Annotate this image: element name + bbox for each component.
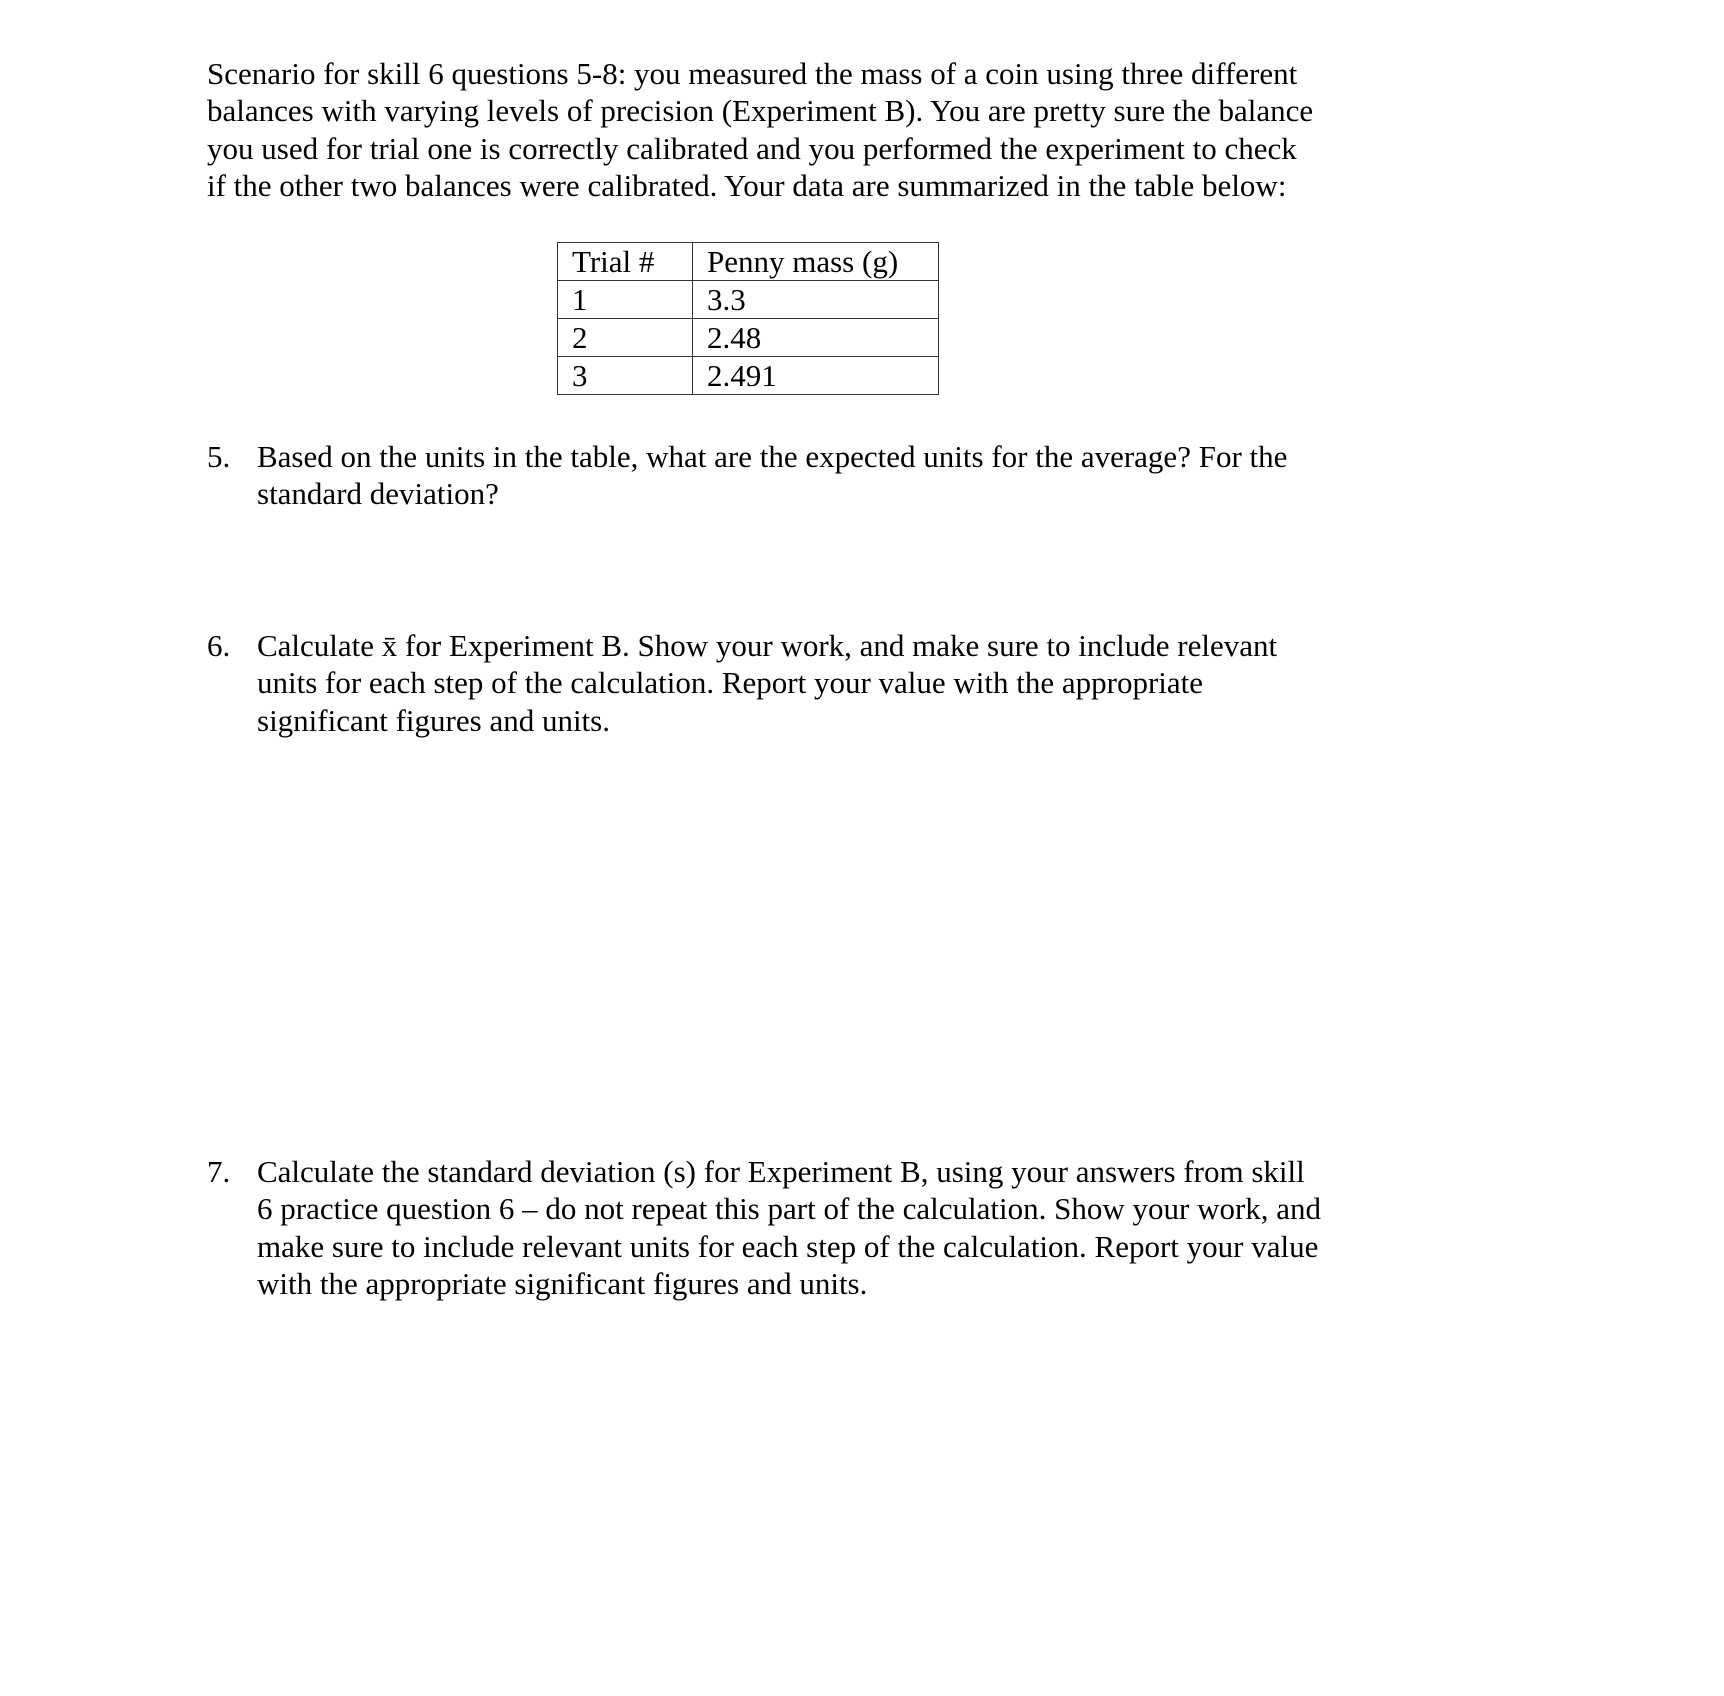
scenario-paragraph xyxy=(207,55,1313,204)
question-line: Based on the units in the table, what are the expected units for the average? For the xyxy=(257,439,1288,474)
cell-mass: 2.491 xyxy=(693,357,939,395)
cell-mass: 3.3 xyxy=(693,281,939,319)
scenario-line: balances with varying levels of precision (Experiment B). You are pretty sure the balance xyxy=(207,93,1314,129)
question-number: 7. xyxy=(207,1154,231,1189)
cell-trial: 2 xyxy=(558,319,693,357)
question-number: 5. xyxy=(207,439,231,474)
question-line: make sure to include relevant units for each step of the calculation. Report your value xyxy=(257,1228,1319,1264)
question-line: standard deviation? xyxy=(257,476,499,512)
question-number: 6. xyxy=(207,628,231,663)
question-line: Calculate x̄ for Experiment B. Show your work, and make sure to include relevant xyxy=(257,628,1278,663)
question-line: units for each step of the calculation. Report your value with the appropriate xyxy=(257,665,1204,701)
header-mass: Penny mass (g) xyxy=(693,243,939,281)
question-line: 6 practice question 6 – do not repeat this part of the calculation. Show your work, and xyxy=(257,1191,1322,1227)
scenario-line: you used for trial one is correctly calibrated and you performed the experiment to check xyxy=(207,130,1297,166)
header-trial: Trial # xyxy=(558,243,693,281)
table-row xyxy=(558,357,939,395)
data-table xyxy=(557,242,939,395)
question-line: Calculate the standard deviation (s) for Experiment B, using your answers from skill xyxy=(257,1154,1305,1189)
table-row xyxy=(558,319,939,357)
table-header-row xyxy=(558,243,939,281)
scenario-line: if the other two balances were calibrated. Your data are summarized in the table below: xyxy=(207,167,1287,203)
scenario-line: Scenario for skill 6 questions 5-8: you measured the mass of a coin using three different xyxy=(207,56,1298,91)
cell-trial: 1 xyxy=(558,281,693,319)
question-line: with the appropriate significant figures and units. xyxy=(257,1265,868,1301)
question-line: significant figures and units. xyxy=(257,702,610,738)
table-row xyxy=(558,281,939,319)
cell-mass: 2.48 xyxy=(693,319,939,357)
cell-trial: 3 xyxy=(558,357,693,395)
